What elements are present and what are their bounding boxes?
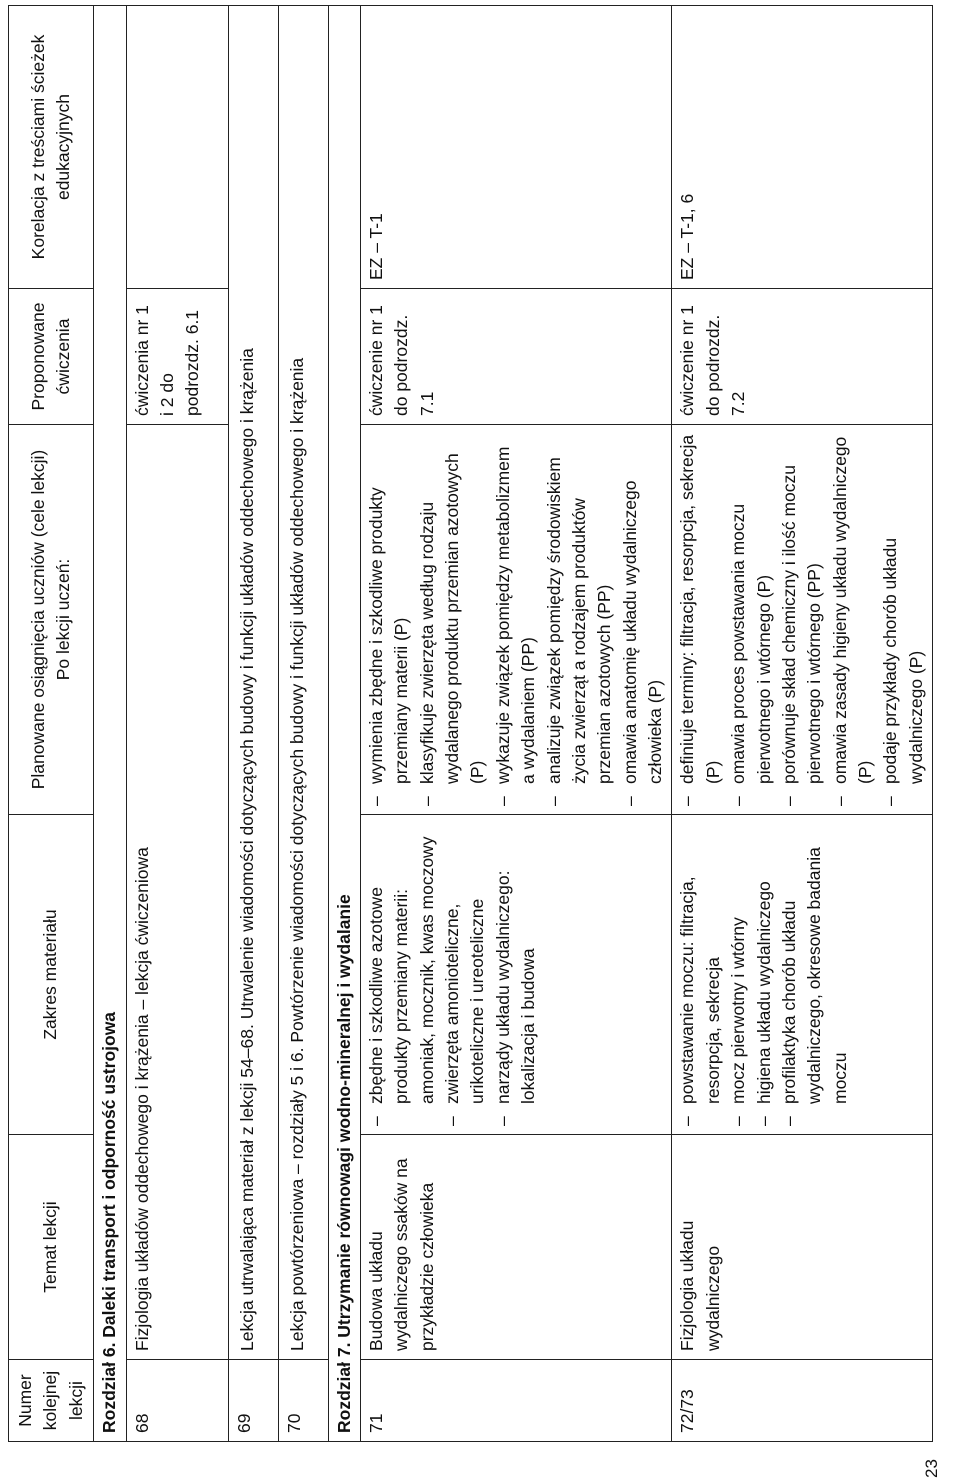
lesson-68-correlation <box>126 6 228 289</box>
lesson-70-number: 70 <box>278 1360 328 1442</box>
list-item: – wykazuje związek pomiędzy metabolizmem a wydalaniem (PP) <box>491 433 542 806</box>
chapter7-row <box>328 6 360 1442</box>
list-item: – wymienia zbędne i szkodliwe produkty przemiany materii (P) <box>364 433 415 806</box>
list-item: – profilaktyka chorób układu wydalniczego, okresowe badania moczu <box>777 823 853 1126</box>
lesson-68-exercises: ćwiczenia nr 1 i 2 do podrozdz. 6.1 <box>126 289 228 425</box>
lesson-71-number: 71 <box>360 1360 672 1442</box>
lesson-68-row <box>126 6 228 1442</box>
list-item: – podaje przykłady chorób układu wydalniczego (P) <box>878 433 929 806</box>
lesson-71-scope <box>360 815 672 1135</box>
lesson-70-text: Lekcja powtórzeniowa – rozdziały 5 i 6. Powtórzenie wiadomości dotyczących budowy i funkcji układów oddechowego i krążenia <box>278 6 328 1360</box>
list-item: – narządy układu wydalniczego: lokalizacja i budowa <box>491 823 542 1126</box>
page-number: 23 <box>922 1459 941 1478</box>
header-exercises: Proponowane ćwiczenia <box>9 289 94 425</box>
lesson-71-row <box>360 6 672 1442</box>
header-topic: Temat lekcji <box>9 1135 94 1360</box>
lesson-71-exercises: ćwiczenie nr 1 do podrozdz. 7.1 <box>360 289 672 425</box>
header-goals-line1: Planowane osiągnięcia uczniów (cele lekcji) <box>27 449 48 790</box>
list-item: – zwierzęta amonioteliczne, urikoteliczne i ureoteliczne <box>440 823 491 1126</box>
list-item: – omawia zasady higieny układu wydalniczego (P) <box>828 433 879 806</box>
lesson-71-topic: Budowa układu wydalniczego ssaków na przykładzie człowieka <box>360 1135 672 1360</box>
chapter6-row <box>94 6 126 1442</box>
lesson-72-73-row <box>672 6 933 1442</box>
lesson-71-goals <box>360 425 672 815</box>
chapter7-title: Rozdział 7. Utrzymanie równowagi wodno-mineralnej i wydalanie <box>328 6 360 1442</box>
lesson-72-73-topic: Fizjologia układu wydalniczego <box>672 1135 933 1360</box>
lesson-71-correlation: EZ – T-1 <box>360 6 672 289</box>
list-item: – omawia proces powstawania moczu pierwotnego i wtórnego (P) <box>726 433 777 806</box>
lesson-72-73-correlation: EZ – T-1, 6 <box>672 6 933 289</box>
list-item: – powstawanie moczu: filtracja, resorpcja, sekrecja <box>675 823 726 1126</box>
lesson-69-number: 69 <box>228 1360 278 1442</box>
list-item: – klasyfikuje zwierzęta według rodzaju wydalanego produktu przemian azotowych (P) <box>415 433 491 806</box>
lesson-68-text: Fizjologia układów oddechowego i krążenia – lekcja ćwiczeniowa <box>126 425 228 1360</box>
list-item: – zbędne i szkodliwe azotowe produkty przemiany materii: amoniak, mocznik, kwas moczowy <box>364 823 440 1126</box>
header-goals-line2: Po lekcji uczeń: <box>53 558 74 681</box>
curriculum-table <box>8 5 933 1442</box>
list-item: – omawia anatomię układu wydalniczego człowieka (P) <box>618 433 669 806</box>
lesson-72-73-goals <box>672 425 933 815</box>
lesson-72-73-number: 72/73 <box>672 1360 933 1442</box>
list-item: – higiena układu wydalniczego <box>752 823 777 1126</box>
list-item: – analizuje związek pomiędzy środowiskiem życia zwierząt a rodzajem produktów przemian azotowych (PP) <box>542 433 618 806</box>
list-item: – porównuje skład chemiczny i ilość moczu pierwotnego i wtórnego (PP) <box>777 433 828 806</box>
chapter6-title: Rozdział 6. Daleki transport i odporność ustrojowa <box>94 6 126 1442</box>
header-correlation: Korelacja z treściami ścieżek edukacyjnych <box>9 6 94 289</box>
list-item: – definiuje terminy: filtracja, resorpcja, sekrecja (P) <box>675 433 726 806</box>
lesson-69-row <box>228 6 278 1442</box>
header-scope: Zakres materiału <box>9 815 94 1135</box>
lesson-68-number: 68 <box>126 1360 228 1442</box>
lesson-70-row <box>278 6 328 1442</box>
list-item: – mocz pierwotny i wtórny <box>726 823 751 1126</box>
lesson-72-73-exercises: ćwiczenie nr 1 do podrozdz. 7.2 <box>672 289 933 425</box>
header-row <box>9 6 94 1442</box>
header-goals <box>9 425 94 815</box>
lesson-72-73-scope <box>672 815 933 1135</box>
lesson-69-text: Lekcja utrwalająca materiał z lekcji 54–68. Utrwalenie wiadomości dotyczących budowy i funkcji układów oddechowego i krążenia <box>228 6 278 1360</box>
header-lesson-number: Numer kolejnej lekcji <box>9 1360 94 1442</box>
